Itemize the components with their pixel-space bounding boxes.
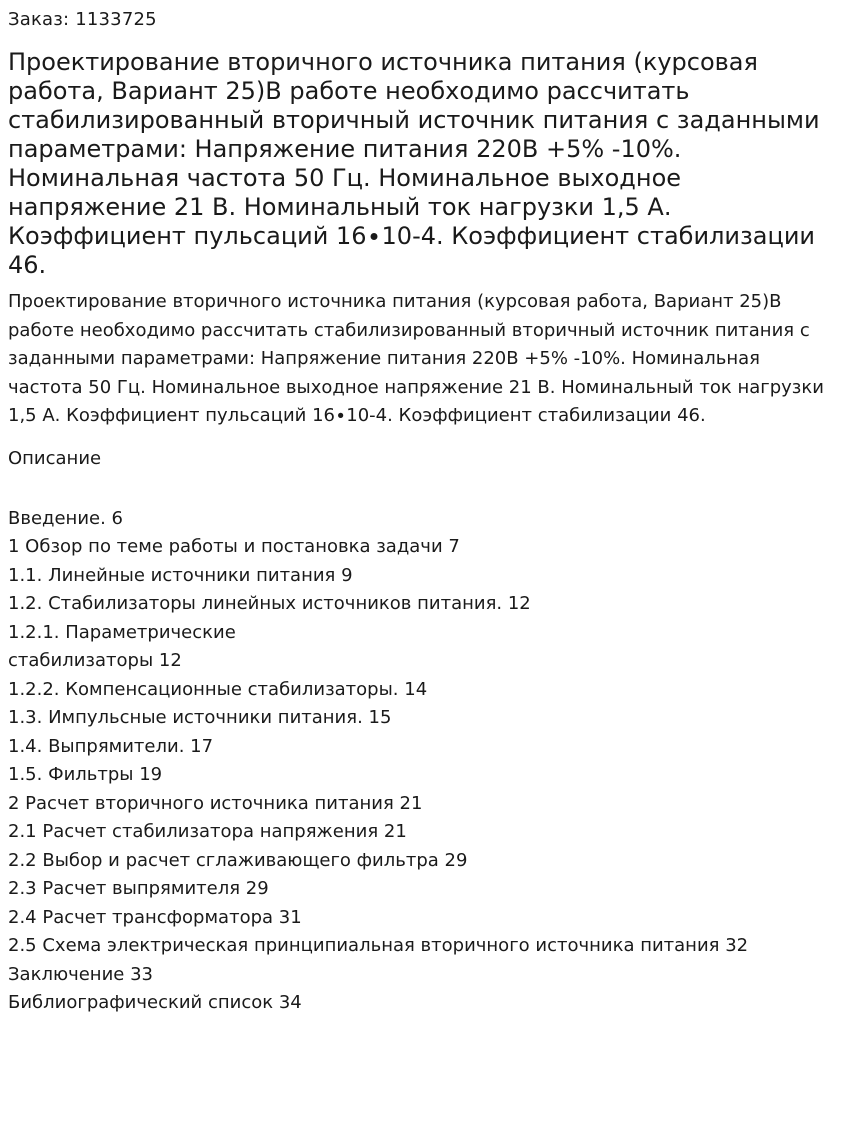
toc-item: 2.5 Схема электрическая принципиальная вторичного источника питания 32 (8, 935, 749, 957)
table-of-contents (8, 505, 839, 1018)
order-number: Заказ: 1133725 (8, 9, 157, 30)
toc-item: 2 Расчет вторичного источника питания 21 (8, 792, 423, 814)
toc-item: Заключение 33 (8, 963, 153, 985)
page-title: Проектирование вторичного источника питания (курсовая работа, Вариант 25)В работе необходимо рассчитать стабилизированный вторичный источник питания с заданными параметрами: Напряжение питания 220В +5% -10%. Номинальная частота 50 Гц. Номинальное выходное напряжение 21 В. Номинальный ток нагрузки 1,5 А. Коэффициент пульсаций 16∙10-4. Коэффициент стабилизации 46. (8, 48, 820, 279)
toc-item: 1.4. Выпрямители. 17 (8, 735, 214, 757)
summary-paragraph: Проектирование вторичного источника питания (курсовая работа, Вариант 25)В работе необходимо рассчитать стабилизированный вторичный источник питания с заданными параметрами: Напряжение питания 220В +5% -10%. Номинальная частота 50 Гц. Номинальное выходное напряжение 21 В. Номинальный ток нагрузки 1,5 А. Коэффициент пульсаций 16∙10-4. Коэффициент стабилизации 46. (8, 291, 824, 427)
toc-item: 1.3. Импульсные источники питания. 15 (8, 707, 392, 729)
toc-item: 2.3 Расчет выпрямителя 29 (8, 878, 269, 900)
toc-item: 1.1. Линейные источники питания 9 (8, 564, 353, 586)
toc-item: 1 Обзор по теме работы и постановка задачи 7 (8, 536, 460, 558)
toc-item: 1.2. Стабилизаторы линейных источников питания. 12 (8, 593, 531, 615)
toc-item: Библиографический список 34 (8, 992, 302, 1014)
toc-item: 2.1 Расчет стабилизатора напряжения 21 (8, 821, 407, 843)
toc-item: 2.2 Выбор и расчет сглаживающего фильтра 29 (8, 849, 468, 871)
toc-item: 1.5. Фильтры 19 (8, 764, 163, 786)
toc-item: 2.4 Расчет трансформатора 31 (8, 906, 302, 928)
toc-item: 1.2.1. Параметрические стабилизаторы 12 (8, 621, 236, 672)
description-heading: Описание (8, 447, 102, 469)
toc-item: Введение. 6 (8, 507, 123, 529)
toc-item: 1.2.2. Компенсационные стабилизаторы. 14 (8, 678, 428, 700)
